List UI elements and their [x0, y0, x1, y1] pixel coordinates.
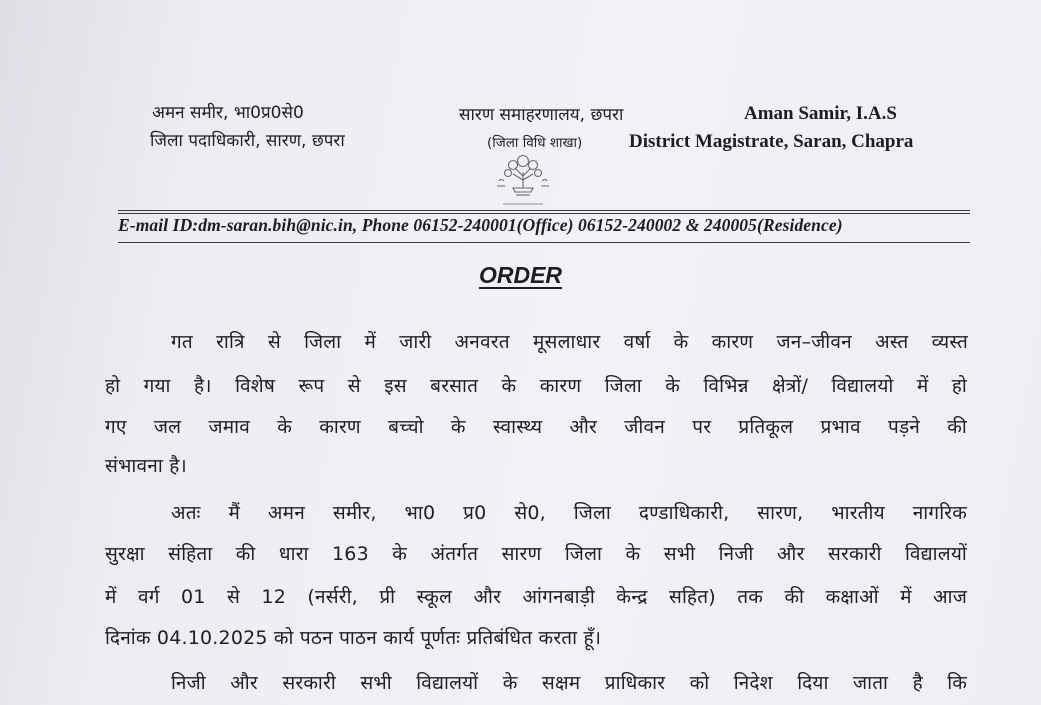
officer-designation-english: District Magistrate, Saran, Chapra	[629, 131, 914, 152]
bihar-emblem-icon	[491, 152, 555, 210]
body-line: दिनांक 04.10.2025 को पठन पाठन कार्य पूर्णतः प्रतिबंधित करता हूँ।	[105, 627, 602, 649]
office-name-hindi: सारण समाहरणालय, छपरा	[459, 105, 624, 125]
body-line: निजी और सरकारी सभी विद्यालयों के सक्षम प्राधिकार को निदेश दिया जाता है कि	[171, 672, 967, 694]
body-line: सुरक्षा संहिता की धारा 163 के अंतर्गत सारण जिला के सभी निजी और सरकारी विद्यालयों	[105, 543, 967, 565]
officer-name-english: Aman Samir, I.A.S	[744, 103, 897, 124]
body-line: संभावना है।	[105, 455, 187, 477]
body-line: हो गया है। विशेष रूप से इस बरसात के कारण जिला के विभिन्न क्षेत्रों/ विद्यालयो में हो	[105, 375, 967, 397]
office-section-hindi: (जिला विधि शाखा)	[487, 135, 583, 151]
officer-name-hindi: अमन समीर, भा0प्र0से0	[152, 103, 304, 123]
header-rule-bottom	[118, 242, 970, 243]
body-line: गए जल जमाव के कारण बच्चो के स्वास्थ्य और जीवन पर प्रतिकूल प्रभाव पड़ने की	[105, 416, 967, 438]
document-title: ORDER	[478, 262, 563, 288]
body-line: गत रात्रि से जिला में जारी अनवरत मूसलाधार वर्षा के कारण जन–जीवन अस्त व्यस्त	[171, 331, 968, 353]
officer-designation-hindi: जिला पदाधिकारी, सारण, छपरा	[150, 131, 345, 151]
body-line: में वर्ग 01 से 12 (नर्सरी, प्री स्कूल और आंगनबाड़ी केन्द्र सहित) तक की कक्षाओं में आज	[105, 586, 967, 608]
header-rule-top-inner	[118, 213, 970, 214]
contact-line: E-mail ID:dm-saran.bih@nic.in, Phone 06152-240001(Office) 06152-240002 & 240005(Residence)	[118, 215, 843, 235]
header-rule-top	[118, 210, 970, 211]
body-line: अतः मैं अमन समीर, भा0 प्र0 से0, जिला दण्डाधिकारी, सारण, भारतीय नागरिक	[171, 502, 967, 524]
